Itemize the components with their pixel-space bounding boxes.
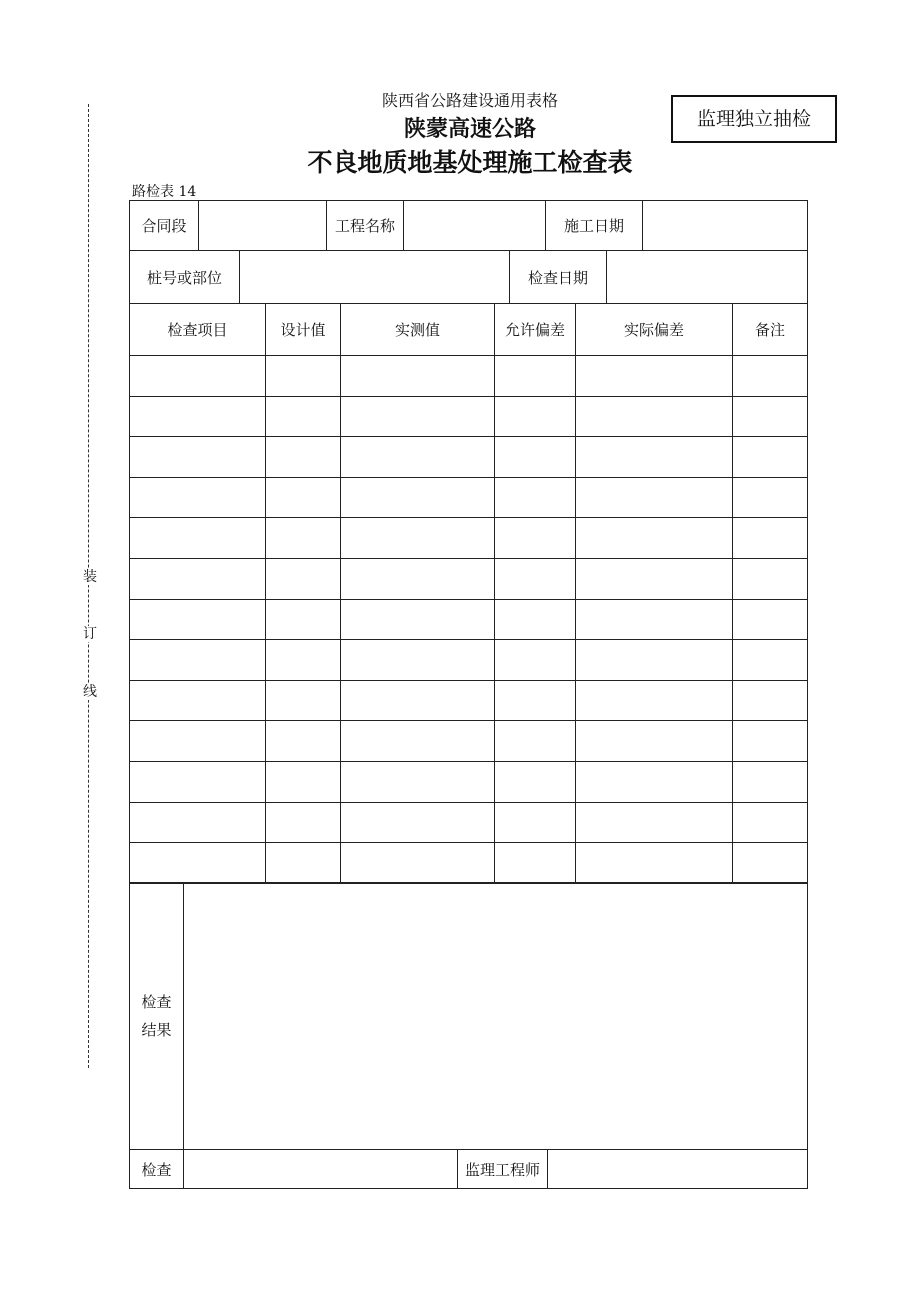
table-cell[interactable] xyxy=(495,518,576,559)
table-row xyxy=(130,518,808,559)
station-location-label: 桩号或部位 xyxy=(130,251,240,304)
table-cell[interactable] xyxy=(495,477,576,518)
table-cell[interactable] xyxy=(576,437,733,478)
column-header: 允许偏差 xyxy=(495,304,576,356)
construction-date-field[interactable] xyxy=(643,201,808,251)
table-cell[interactable] xyxy=(576,761,733,802)
table-cell[interactable] xyxy=(341,396,495,437)
table-cell[interactable] xyxy=(266,761,341,802)
table-row xyxy=(130,437,808,478)
table-cell[interactable] xyxy=(576,640,733,681)
table-cell[interactable] xyxy=(576,396,733,437)
result-table xyxy=(129,882,808,1189)
column-header: 设计值 xyxy=(266,304,341,356)
table-cell[interactable] xyxy=(495,396,576,437)
table-cell[interactable] xyxy=(733,356,808,397)
form-title: 不良地质地基处理施工检查表 xyxy=(307,148,633,177)
column-header: 检查项目 xyxy=(130,304,266,356)
table-cell[interactable] xyxy=(130,802,266,843)
header-fields-row-1 xyxy=(129,200,808,251)
table-cell[interactable] xyxy=(733,599,808,640)
table-cell[interactable] xyxy=(266,680,341,721)
form-number: 路检表 14 xyxy=(132,184,197,200)
table-cell[interactable] xyxy=(130,680,266,721)
contract-section-field[interactable] xyxy=(199,201,327,251)
header-fields-row-2 xyxy=(129,250,808,304)
table-cell[interactable] xyxy=(495,761,576,802)
table-cell[interactable] xyxy=(733,802,808,843)
binding-char-3: 线 xyxy=(83,684,97,700)
table-cell[interactable] xyxy=(341,518,495,559)
table-cell[interactable] xyxy=(495,721,576,762)
table-row xyxy=(130,599,808,640)
construction-date-label: 施工日期 xyxy=(546,201,643,251)
table-cell[interactable] xyxy=(733,640,808,681)
project-name-label: 工程名称 xyxy=(327,201,404,251)
table-cell[interactable] xyxy=(341,843,495,884)
table-cell[interactable] xyxy=(576,518,733,559)
table-cell[interactable] xyxy=(495,640,576,681)
column-header: 备注 xyxy=(733,304,808,356)
table-row xyxy=(130,802,808,843)
table-cell[interactable] xyxy=(341,437,495,478)
result-field[interactable] xyxy=(184,883,808,1150)
form-supertitle: 陕西省公路建设通用表格 xyxy=(381,91,558,110)
table-cell[interactable] xyxy=(130,558,266,599)
table-cell[interactable] xyxy=(266,640,341,681)
table-row xyxy=(130,356,808,397)
table-cell[interactable] xyxy=(341,558,495,599)
table-cell[interactable] xyxy=(576,721,733,762)
engineer-label: 监理工程师 xyxy=(458,1150,548,1189)
table-row xyxy=(130,761,808,802)
table-cell[interactable] xyxy=(266,437,341,478)
table-cell[interactable] xyxy=(495,437,576,478)
table-cell[interactable] xyxy=(733,396,808,437)
table-cell[interactable] xyxy=(341,477,495,518)
table-cell[interactable] xyxy=(495,599,576,640)
table-cell[interactable] xyxy=(130,477,266,518)
table-cell[interactable] xyxy=(495,356,576,397)
table-row xyxy=(130,640,808,681)
table-cell[interactable] xyxy=(341,599,495,640)
station-location-field[interactable] xyxy=(240,251,510,304)
table-cell[interactable] xyxy=(266,558,341,599)
table-cell[interactable] xyxy=(495,843,576,884)
engineer-field[interactable] xyxy=(548,1150,808,1189)
table-cell[interactable] xyxy=(576,680,733,721)
table-cell[interactable] xyxy=(130,640,266,681)
table-cell[interactable] xyxy=(341,640,495,681)
project-name-field[interactable] xyxy=(404,201,546,251)
table-cell[interactable] xyxy=(266,843,341,884)
table-cell[interactable] xyxy=(576,599,733,640)
table-cell[interactable] xyxy=(576,802,733,843)
table-cell[interactable] xyxy=(266,721,341,762)
table-cell[interactable] xyxy=(266,356,341,397)
table-cell[interactable] xyxy=(266,477,341,518)
column-header: 实测值 xyxy=(341,304,495,356)
table-row xyxy=(130,721,808,762)
table-cell[interactable] xyxy=(341,356,495,397)
table-cell[interactable] xyxy=(733,518,808,559)
inspection-table xyxy=(129,303,808,884)
binding-char-2: 订 xyxy=(83,626,97,642)
table-row xyxy=(130,477,808,518)
supervision-stamp: 监理独立抽检 xyxy=(671,95,837,143)
table-cell[interactable] xyxy=(733,680,808,721)
table-cell[interactable] xyxy=(495,680,576,721)
result-label-line1: 检查 xyxy=(141,993,172,1011)
table-cell[interactable] xyxy=(576,477,733,518)
table-cell[interactable] xyxy=(341,680,495,721)
table-cell[interactable] xyxy=(733,721,808,762)
table-cell[interactable] xyxy=(130,843,266,884)
column-header: 实际偏差 xyxy=(576,304,733,356)
table-body xyxy=(130,356,808,884)
table-cell[interactable] xyxy=(733,761,808,802)
table-cell[interactable] xyxy=(130,518,266,559)
inspection-date-field[interactable] xyxy=(607,251,808,304)
table-cell[interactable] xyxy=(576,558,733,599)
table-cell[interactable] xyxy=(130,356,266,397)
table-cell[interactable] xyxy=(130,396,266,437)
table-cell[interactable] xyxy=(341,802,495,843)
table-cell[interactable] xyxy=(341,761,495,802)
table-cell[interactable] xyxy=(266,802,341,843)
binding-line xyxy=(88,104,89,1068)
table-cell[interactable] xyxy=(130,721,266,762)
result-label xyxy=(130,883,184,1150)
inspector-label: 检查 xyxy=(130,1150,184,1189)
table-cell[interactable] xyxy=(495,558,576,599)
table-cell[interactable] xyxy=(733,477,808,518)
binding-char-1: 装 xyxy=(83,569,97,585)
table-cell[interactable] xyxy=(130,761,266,802)
inspection-date-label: 检查日期 xyxy=(510,251,607,304)
table-cell[interactable] xyxy=(266,396,341,437)
table-row xyxy=(130,396,808,437)
table-cell[interactable] xyxy=(266,599,341,640)
inspector-field[interactable] xyxy=(184,1150,458,1189)
result-label-line2: 结果 xyxy=(141,1021,172,1039)
table-cell[interactable] xyxy=(733,437,808,478)
table-row xyxy=(130,680,808,721)
table-row xyxy=(130,843,808,884)
table-cell[interactable] xyxy=(130,599,266,640)
table-cell[interactable] xyxy=(733,843,808,884)
table-cell[interactable] xyxy=(576,356,733,397)
table-cell[interactable] xyxy=(130,437,266,478)
contract-section-label: 合同段 xyxy=(130,201,199,251)
table-cell[interactable] xyxy=(341,721,495,762)
table-cell[interactable] xyxy=(266,518,341,559)
table-cell[interactable] xyxy=(495,802,576,843)
table-cell[interactable] xyxy=(576,843,733,884)
table-row xyxy=(130,558,808,599)
form-subtitle: 陕蒙高速公路 xyxy=(403,117,536,142)
table-cell[interactable] xyxy=(733,558,808,599)
